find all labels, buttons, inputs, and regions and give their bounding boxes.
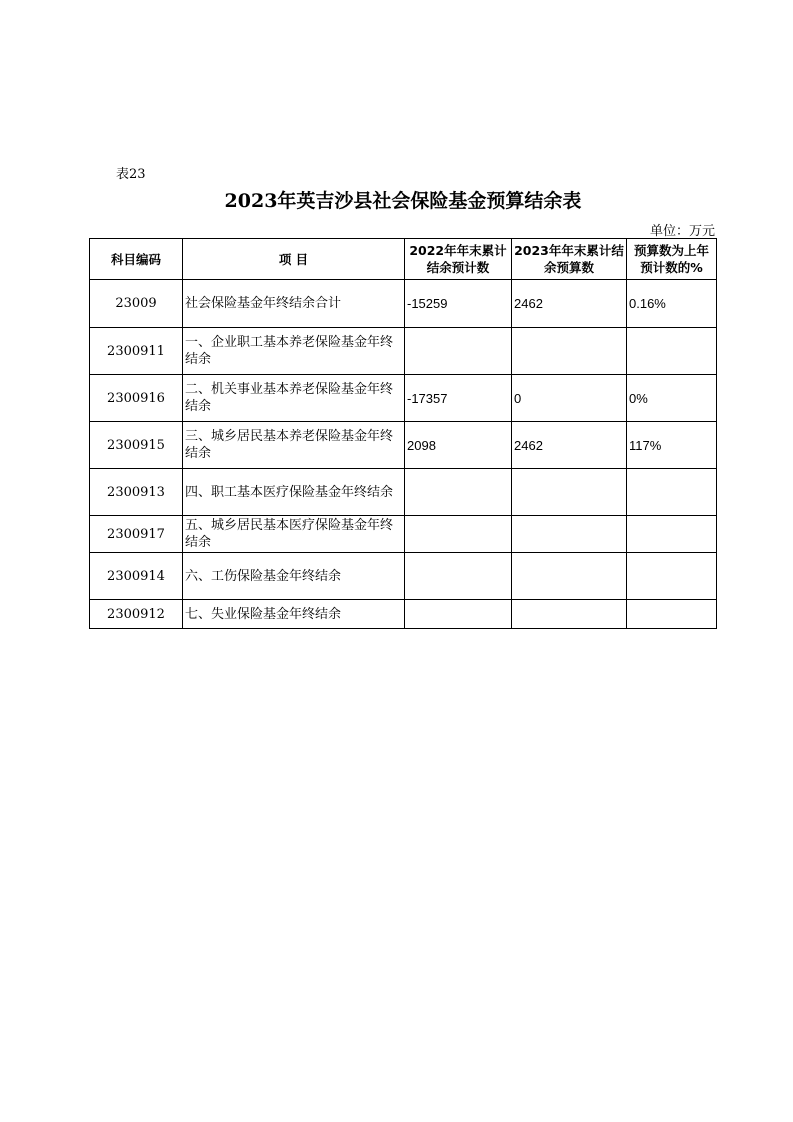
row-code: 2300916 [90, 375, 183, 422]
table-row [90, 280, 717, 328]
row-item: 社会保险基金年终结余合计 [183, 280, 405, 328]
row-item: 二、机关事业基本养老保险基金年终结余 [183, 375, 405, 422]
row-pct [627, 600, 717, 629]
row-budget: 2462 [512, 280, 627, 328]
row-budget [512, 600, 627, 629]
row-code: 2300913 [90, 469, 183, 516]
col-header-2023-budget: 2023年年末累计结余预算数 [512, 239, 627, 280]
row-item: 一、企业职工基本养老保险基金年终结余 [183, 328, 405, 375]
col-header-percent: 预算数为上年预计数的% [627, 239, 717, 280]
row-item: 五、城乡居民基本医疗保险基金年终结余 [183, 516, 405, 553]
table-row [90, 516, 717, 553]
row-pct [627, 328, 717, 375]
row-code: 2300914 [90, 553, 183, 600]
row-code: 2300911 [90, 328, 183, 375]
row-item: 七、失业保险基金年终结余 [183, 600, 405, 629]
table-row [90, 375, 717, 422]
budget-balance-table [89, 238, 717, 629]
row-budget [512, 516, 627, 553]
document-title: 2023年英吉沙县社会保险基金预算结余表 [224, 190, 582, 212]
row-prev: -15259 [405, 280, 512, 328]
row-code: 2300915 [90, 422, 183, 469]
row-code: 23009 [90, 280, 183, 328]
col-header-2022-estimate: 2022年年末累计结余预计数 [405, 239, 512, 280]
row-pct: 117% [627, 422, 717, 469]
row-prev [405, 553, 512, 600]
row-prev [405, 328, 512, 375]
row-code: 2300912 [90, 600, 183, 629]
row-prev [405, 516, 512, 553]
row-prev: 2098 [405, 422, 512, 469]
row-item: 六、工伤保险基金年终结余 [183, 553, 405, 600]
table-header-row [90, 239, 717, 280]
row-item: 四、职工基本医疗保险基金年终结余 [183, 469, 405, 516]
row-budget [512, 328, 627, 375]
table-row [90, 600, 717, 629]
row-pct [627, 553, 717, 600]
row-pct [627, 469, 717, 516]
table-row [90, 553, 717, 600]
row-pct: 0.16% [627, 280, 717, 328]
table-number: 表23 [116, 167, 146, 182]
row-prev [405, 469, 512, 516]
row-pct: 0% [627, 375, 717, 422]
row-pct [627, 516, 717, 553]
table-row [90, 469, 717, 516]
row-prev: -17357 [405, 375, 512, 422]
unit-label: 单位：万元 [649, 224, 715, 239]
table-row [90, 422, 717, 469]
row-budget: 2462 [512, 422, 627, 469]
col-header-code: 科目编码 [90, 239, 183, 280]
row-prev [405, 600, 512, 629]
row-budget [512, 553, 627, 600]
row-budget [512, 469, 627, 516]
row-item: 三、城乡居民基本养老保险基金年终结余 [183, 422, 405, 469]
row-budget: 0 [512, 375, 627, 422]
col-header-item: 项 目 [183, 239, 405, 280]
row-code: 2300917 [90, 516, 183, 553]
table-row [90, 328, 717, 375]
